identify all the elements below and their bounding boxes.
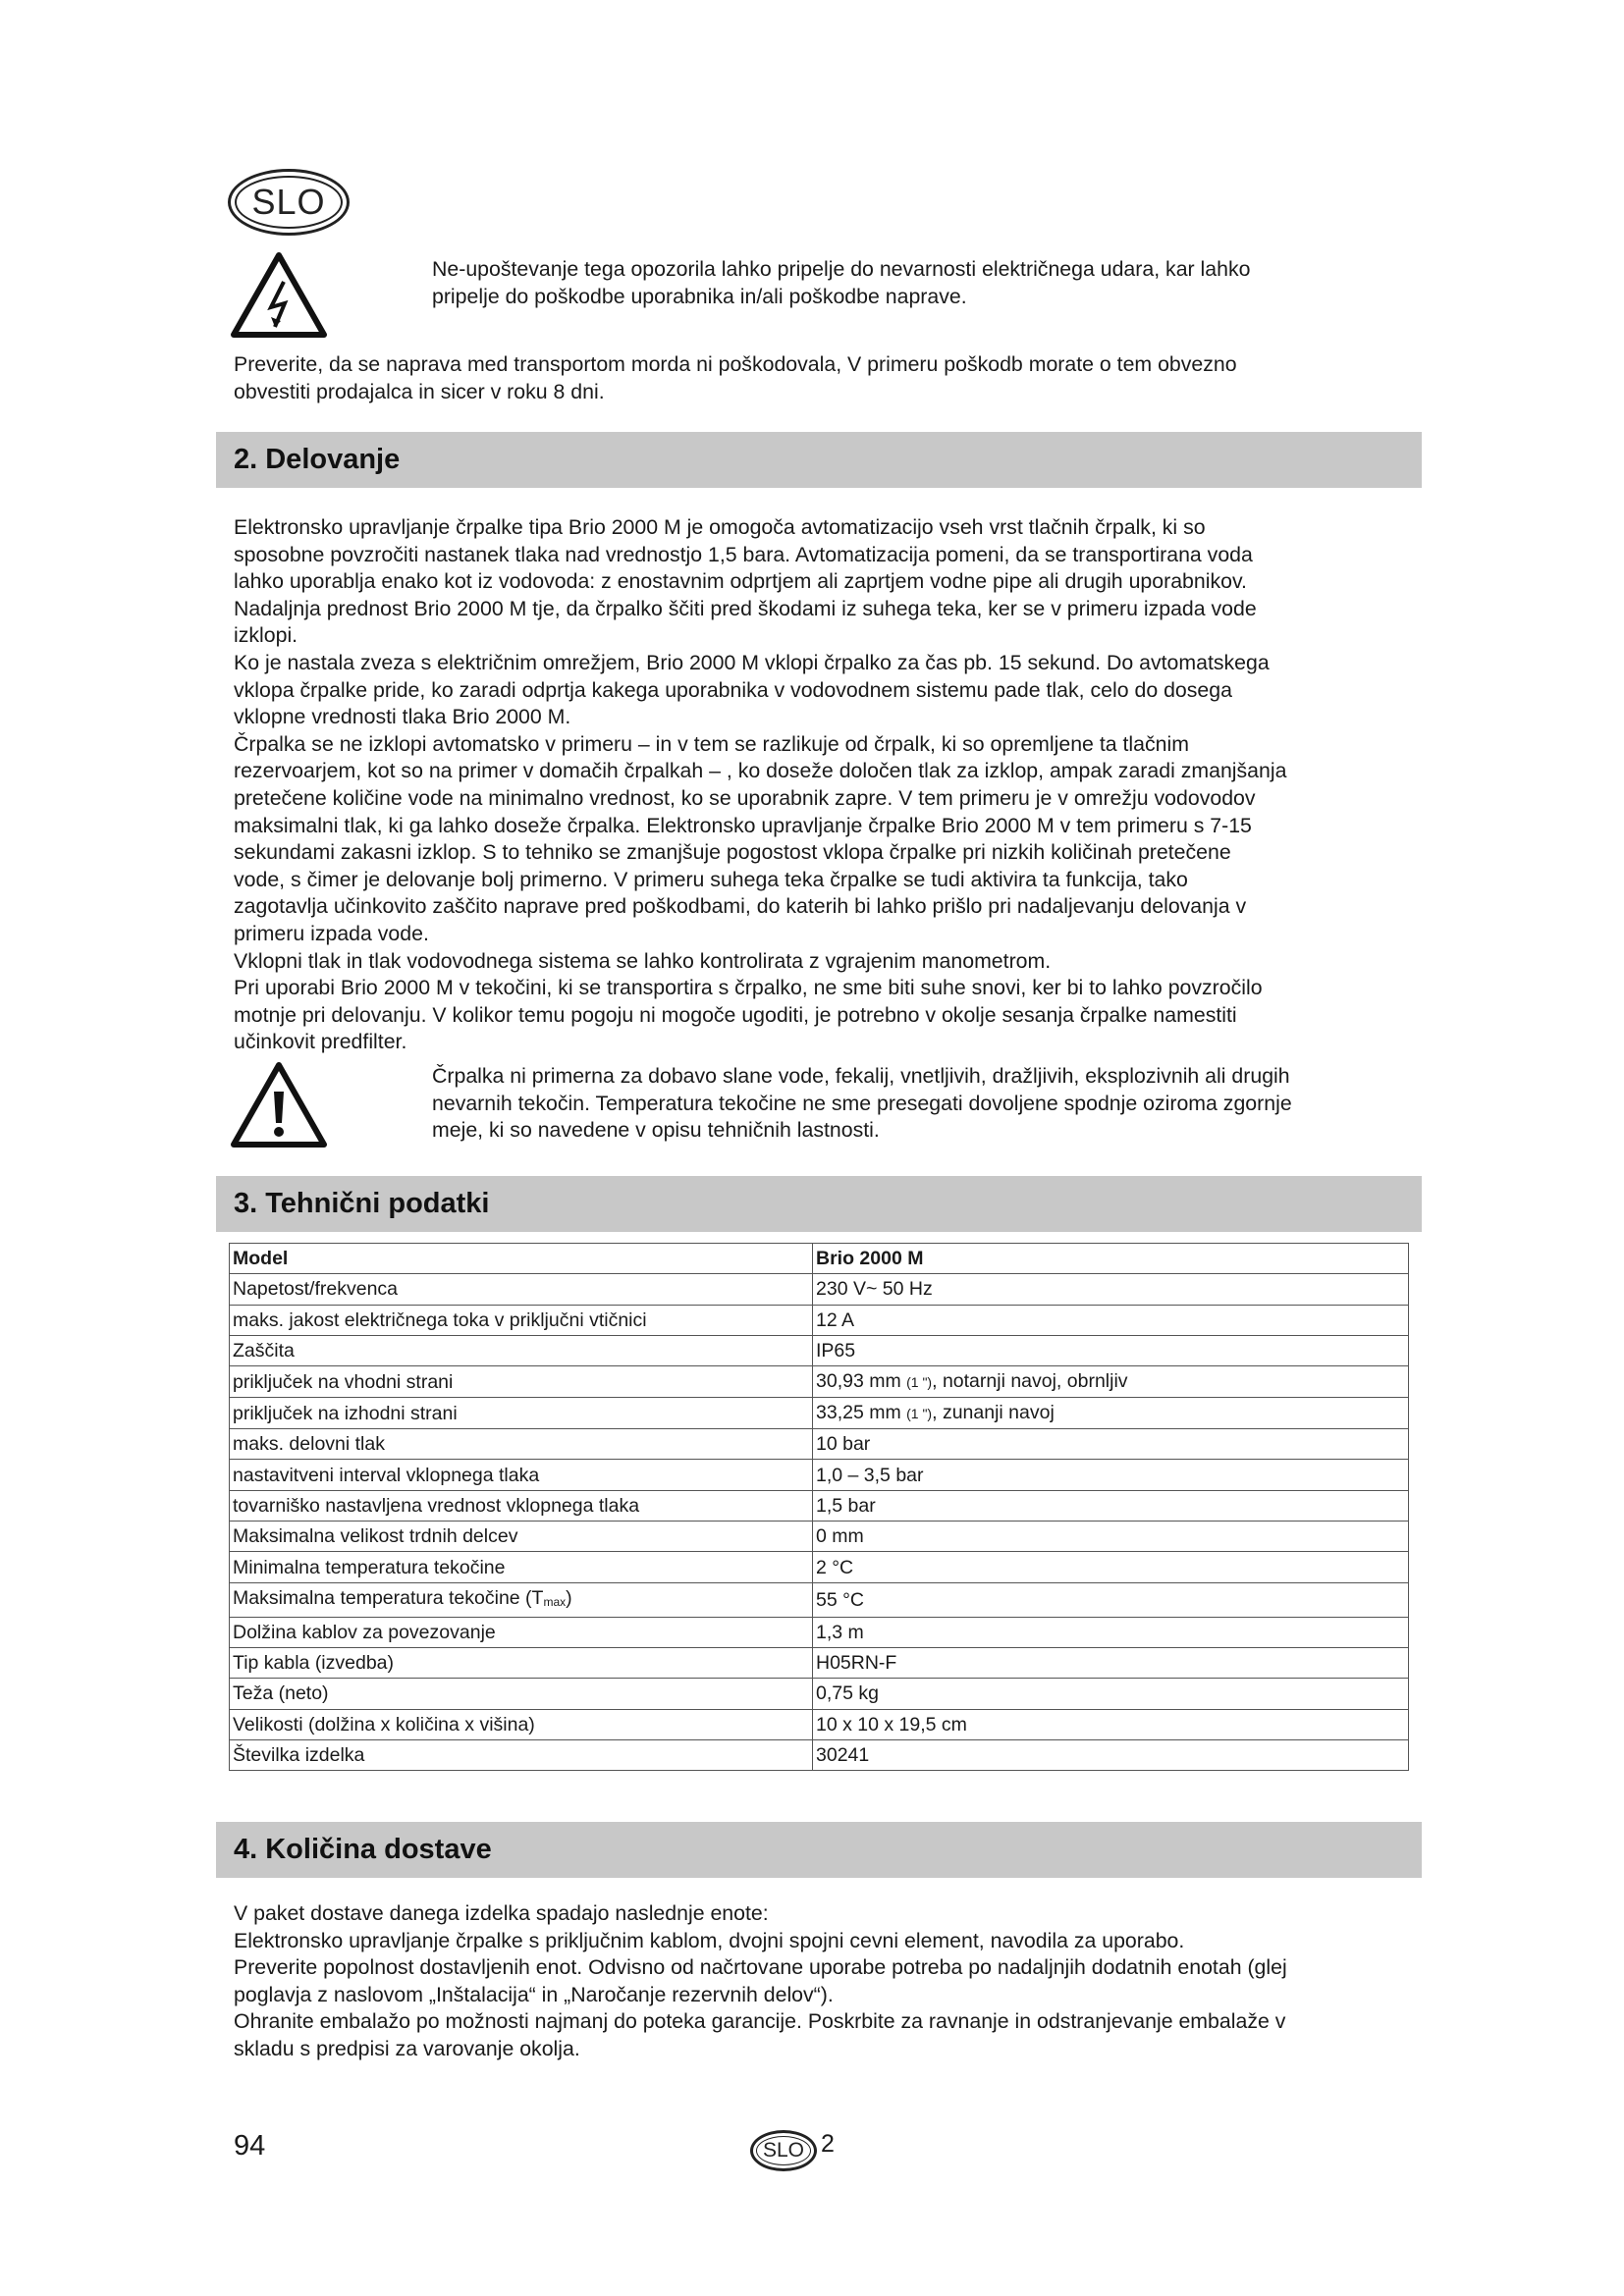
text-line: učinkovit predfilter. — [234, 1030, 407, 1054]
table-header-cell: Brio 2000 M — [813, 1244, 1409, 1274]
inch-size: (1 ") — [906, 1406, 933, 1422]
table-cell: Velikosti (dolžina x količina x višina) — [230, 1709, 813, 1739]
text-line: pripelje do poškodbe uporabnika in/ali poškodbe naprave. — [432, 284, 967, 308]
table-cell — [230, 1582, 813, 1617]
table-cell: 12 A — [813, 1305, 1409, 1335]
text-line: Preverite popolnost dostavljenih enot. Odvisno od načrtovane uporabe potreba po nadaljnjih dodatnih enotah (glej — [234, 1955, 1287, 1980]
section-heading-tehnicni-podatki — [216, 1176, 1422, 1232]
electric-hazard-icon — [230, 250, 328, 339]
value-suffix: , notarnji navoj, obrnljiv — [932, 1370, 1128, 1393]
label-text: Maksimalna temperatura tekočine (T — [233, 1586, 544, 1609]
table-row — [230, 1739, 1409, 1770]
table-cell: Maksimalna velikost trdnih delcev — [230, 1522, 813, 1552]
table-row — [230, 1398, 1409, 1429]
table-cell: Teža (neto) — [230, 1679, 813, 1709]
text-line: rezervoarjem, kot so na primer v domačih črpalkah – , ko doseže določen tlak za izklop, ampak zaradi zmanjšanja — [234, 759, 1287, 783]
table-row — [230, 1617, 1409, 1647]
table-cell: 2 °C — [813, 1552, 1409, 1582]
table-cell: Minimalna temperatura tekočine — [230, 1552, 813, 1582]
warning-fluids-text — [432, 1063, 1414, 1145]
table-cell: Napetost/frekvenca — [230, 1274, 813, 1305]
table-cell: 10 x 10 x 19,5 cm — [813, 1709, 1409, 1739]
value-text: 30,93 mm — [816, 1370, 901, 1393]
text-line: Črpalka ni primerna za dobavo slane vode, fekalij, vnetljivih, dražljivih, eksplozivnih ali drugih — [432, 1064, 1290, 1088]
table-row — [230, 1647, 1409, 1678]
table-cell: 1,5 bar — [813, 1490, 1409, 1521]
text-line: Elektronsko upravljanje črpalke tipa Brio 2000 M je omogoča avtomatizacijo vseh vrst tlačnih črpalk, ki so — [234, 515, 1206, 539]
table-row — [230, 1335, 1409, 1365]
table-row — [230, 1582, 1409, 1617]
text-line: primeru izpada vode. — [234, 921, 429, 945]
delovanje-paragraph — [234, 514, 1412, 1056]
text-line: Preverite, da se naprava med transportom morda ni poškodovala, V primeru poškodb morate o tem obvezno — [234, 352, 1237, 376]
table-cell: 1,0 – 3,5 bar — [813, 1460, 1409, 1490]
table-row — [230, 1366, 1409, 1398]
table-row — [230, 1522, 1409, 1552]
table-cell: maks. delovni tlak — [230, 1429, 813, 1460]
text-line: pretečene količine vode na minimalno vrednost, ko se uporabnik zapre. V tem primeru je v omrežju vodovodov — [234, 785, 1256, 810]
table-header-row — [230, 1244, 1409, 1274]
table-row — [230, 1429, 1409, 1460]
value-suffix: , zunanji navoj — [932, 1402, 1055, 1424]
table-cell: 30241 — [813, 1739, 1409, 1770]
text-line: Pri uporabi Brio 2000 M v tekočini, ki se transportira s črpalko, ne sme biti suhe snovi, ker bi to lahko povzročilo — [234, 976, 1263, 1000]
text-line: sposobne povzročiti nastanek tlaka nad vrednostjo 1,5 bara. Avtomatizacija pomeni, da se transportirana voda — [234, 542, 1253, 566]
table-cell — [813, 1366, 1409, 1398]
table-cell: Številka izdelka — [230, 1739, 813, 1770]
table-cell: priključek na vhodni strani — [230, 1366, 813, 1398]
table-cell: Dolžina kablov za povezovanje — [230, 1617, 813, 1647]
table-header-cell: Model — [230, 1244, 813, 1274]
section-heading-delovanje — [216, 432, 1422, 488]
table-cell: 0,75 kg — [813, 1679, 1409, 1709]
section-heading-kolicina-dostave — [216, 1822, 1422, 1878]
section-title: 2. Delovanje — [234, 444, 401, 475]
text-line: Elektronsko upravljanje črpalke s priključnim kablom, dvojni spojni cevni element, navodila za uporabo. — [234, 1928, 1185, 1952]
text-line: Ko je nastala zveza s električnim omrežjem, Brio 2000 M vklopi črpalko za čas pb. 15 sekund. Do avtomatskega — [234, 650, 1270, 674]
table-row — [230, 1460, 1409, 1490]
table-row — [230, 1552, 1409, 1582]
table-cell: priključek na izhodni strani — [230, 1398, 813, 1429]
text-line: motnje pri delovanju. V kolikor temu pogoju ni mogoče ugoditi, je potrebno v okolje sesanja črpalke namestiti — [234, 1002, 1237, 1027]
text-line: Vklopni tlak in tlak vodovodnega sistema se lahko kontrolirata z vgrajenim manometrom. — [234, 948, 1052, 973]
table-cell: Zaščita — [230, 1335, 813, 1365]
warning-electric-text — [432, 256, 1414, 310]
table-cell: IP65 — [813, 1335, 1409, 1365]
text-line: Ne-upoštevanje tega opozorila lahko pripelje do nevarnosti električnega udara, kar lahko — [432, 257, 1251, 281]
footer-language-badge: SLO — [750, 2130, 817, 2171]
text-line: poglavja z naslovom „Inštalacija“ in „Naročanje rezervnih delov“). — [234, 1982, 834, 2006]
table-cell: maks. jakost električnega toka v priključni vtičnici — [230, 1305, 813, 1335]
text-line: sekundami zakasni izklop. S to tehniko se zmanjšuje pogostost vklopa črpalke pri nizkih količinah pretečene — [234, 840, 1231, 865]
text-line: nevarnih tekočin. Temperatura tekočine ne sme presegati dovoljene spodnje oziroma zgornje — [432, 1091, 1292, 1115]
delivery-paragraph — [234, 1900, 1412, 2063]
sub-page-number: 2 — [821, 2130, 835, 2158]
table-cell: 230 V~ 50 Hz — [813, 1274, 1409, 1305]
technical-data-table — [229, 1243, 1409, 1771]
text-line: Ohranite embalažo po možnosti najmanj do poteka garancije. Poskrbite za ravnanje in odstranjevanje embalaže v — [234, 2009, 1286, 2034]
subscript: max — [543, 1594, 567, 1609]
table-cell: 10 bar — [813, 1429, 1409, 1460]
language-badge: SLO — [228, 169, 350, 236]
table-row — [230, 1274, 1409, 1305]
value-text: 33,25 mm — [816, 1402, 901, 1424]
label-suffix: ) — [566, 1586, 572, 1609]
general-warning-icon — [230, 1060, 328, 1148]
section-title: 3. Tehnični podatki — [234, 1188, 490, 1219]
section-title: 4. Količina dostave — [234, 1834, 492, 1865]
text-line: maksimalni tlak, ki ga lahko doseže črpalka. Elektronsko upravljanje črpalke Brio 2000 M v tem primeru s 7-15 — [234, 813, 1252, 837]
text-line: lahko uporablja enako kot iz vodovoda: z enostavnim odprtjem ali zaprtjem vodne pipe ali drugih uporabnikov. — [234, 569, 1247, 594]
table-row — [230, 1679, 1409, 1709]
page-number: 94 — [234, 2130, 266, 2162]
table-cell: tovarniško nastavljena vrednost vklopnega tlaka — [230, 1490, 813, 1521]
table-cell: H05RN-F — [813, 1647, 1409, 1678]
text-line: meje, ki so navedene v opisu tehničnih lastnosti. — [432, 1118, 880, 1143]
table-row — [230, 1709, 1409, 1739]
text-line: skladu s predpisi za varovanje okolja. — [234, 2036, 580, 2060]
text-line: vklopa črpalke pride, ko zaradi odprtja kakega uporabnika v vodovodnem sistemu pade tlak, celo do dosega — [234, 677, 1232, 702]
inch-size: (1 ") — [906, 1374, 933, 1391]
text-line: Črpalka se ne izklopi avtomatsko v primeru – in v tem se razlikuje od črpalk, ki so opremljene ta tlačnim — [234, 731, 1189, 756]
table-cell: Tip kabla (izvedba) — [230, 1647, 813, 1678]
table-cell: nastavitveni interval vklopnega tlaka — [230, 1460, 813, 1490]
text-line: vklopne vrednosti tlaka Brio 2000 M. — [234, 705, 571, 729]
table-cell: 55 °C — [813, 1582, 1409, 1617]
table-cell: 1,3 m — [813, 1617, 1409, 1647]
text-line: Nadaljnja prednost Brio 2000 M tje, da črpalko ščiti pred škodami iz suhega teka, ker se v primeru izpada vode — [234, 596, 1257, 620]
text-line: izklopi. — [234, 623, 298, 648]
text-line: vode, s čimer je delovanje bolj primerno. V primeru suhega teka črpalke se tudi aktivira ta funkcija, tako — [234, 867, 1188, 891]
table-cell — [813, 1398, 1409, 1429]
table-row — [230, 1305, 1409, 1335]
text-line: zagotavlja učinkovito zaščito naprave pred poškodbami, do katerih bi lahko prišlo pri nadaljevanju delovanja v — [234, 894, 1247, 919]
table-row — [230, 1490, 1409, 1521]
text-line: V paket dostave danega izdelka spadajo naslednje enote: — [234, 1901, 769, 1925]
transport-check-paragraph — [234, 351, 1412, 405]
table-cell: 0 mm — [813, 1522, 1409, 1552]
text-line: obvestiti prodajalca in sicer v roku 8 dni. — [234, 379, 605, 403]
